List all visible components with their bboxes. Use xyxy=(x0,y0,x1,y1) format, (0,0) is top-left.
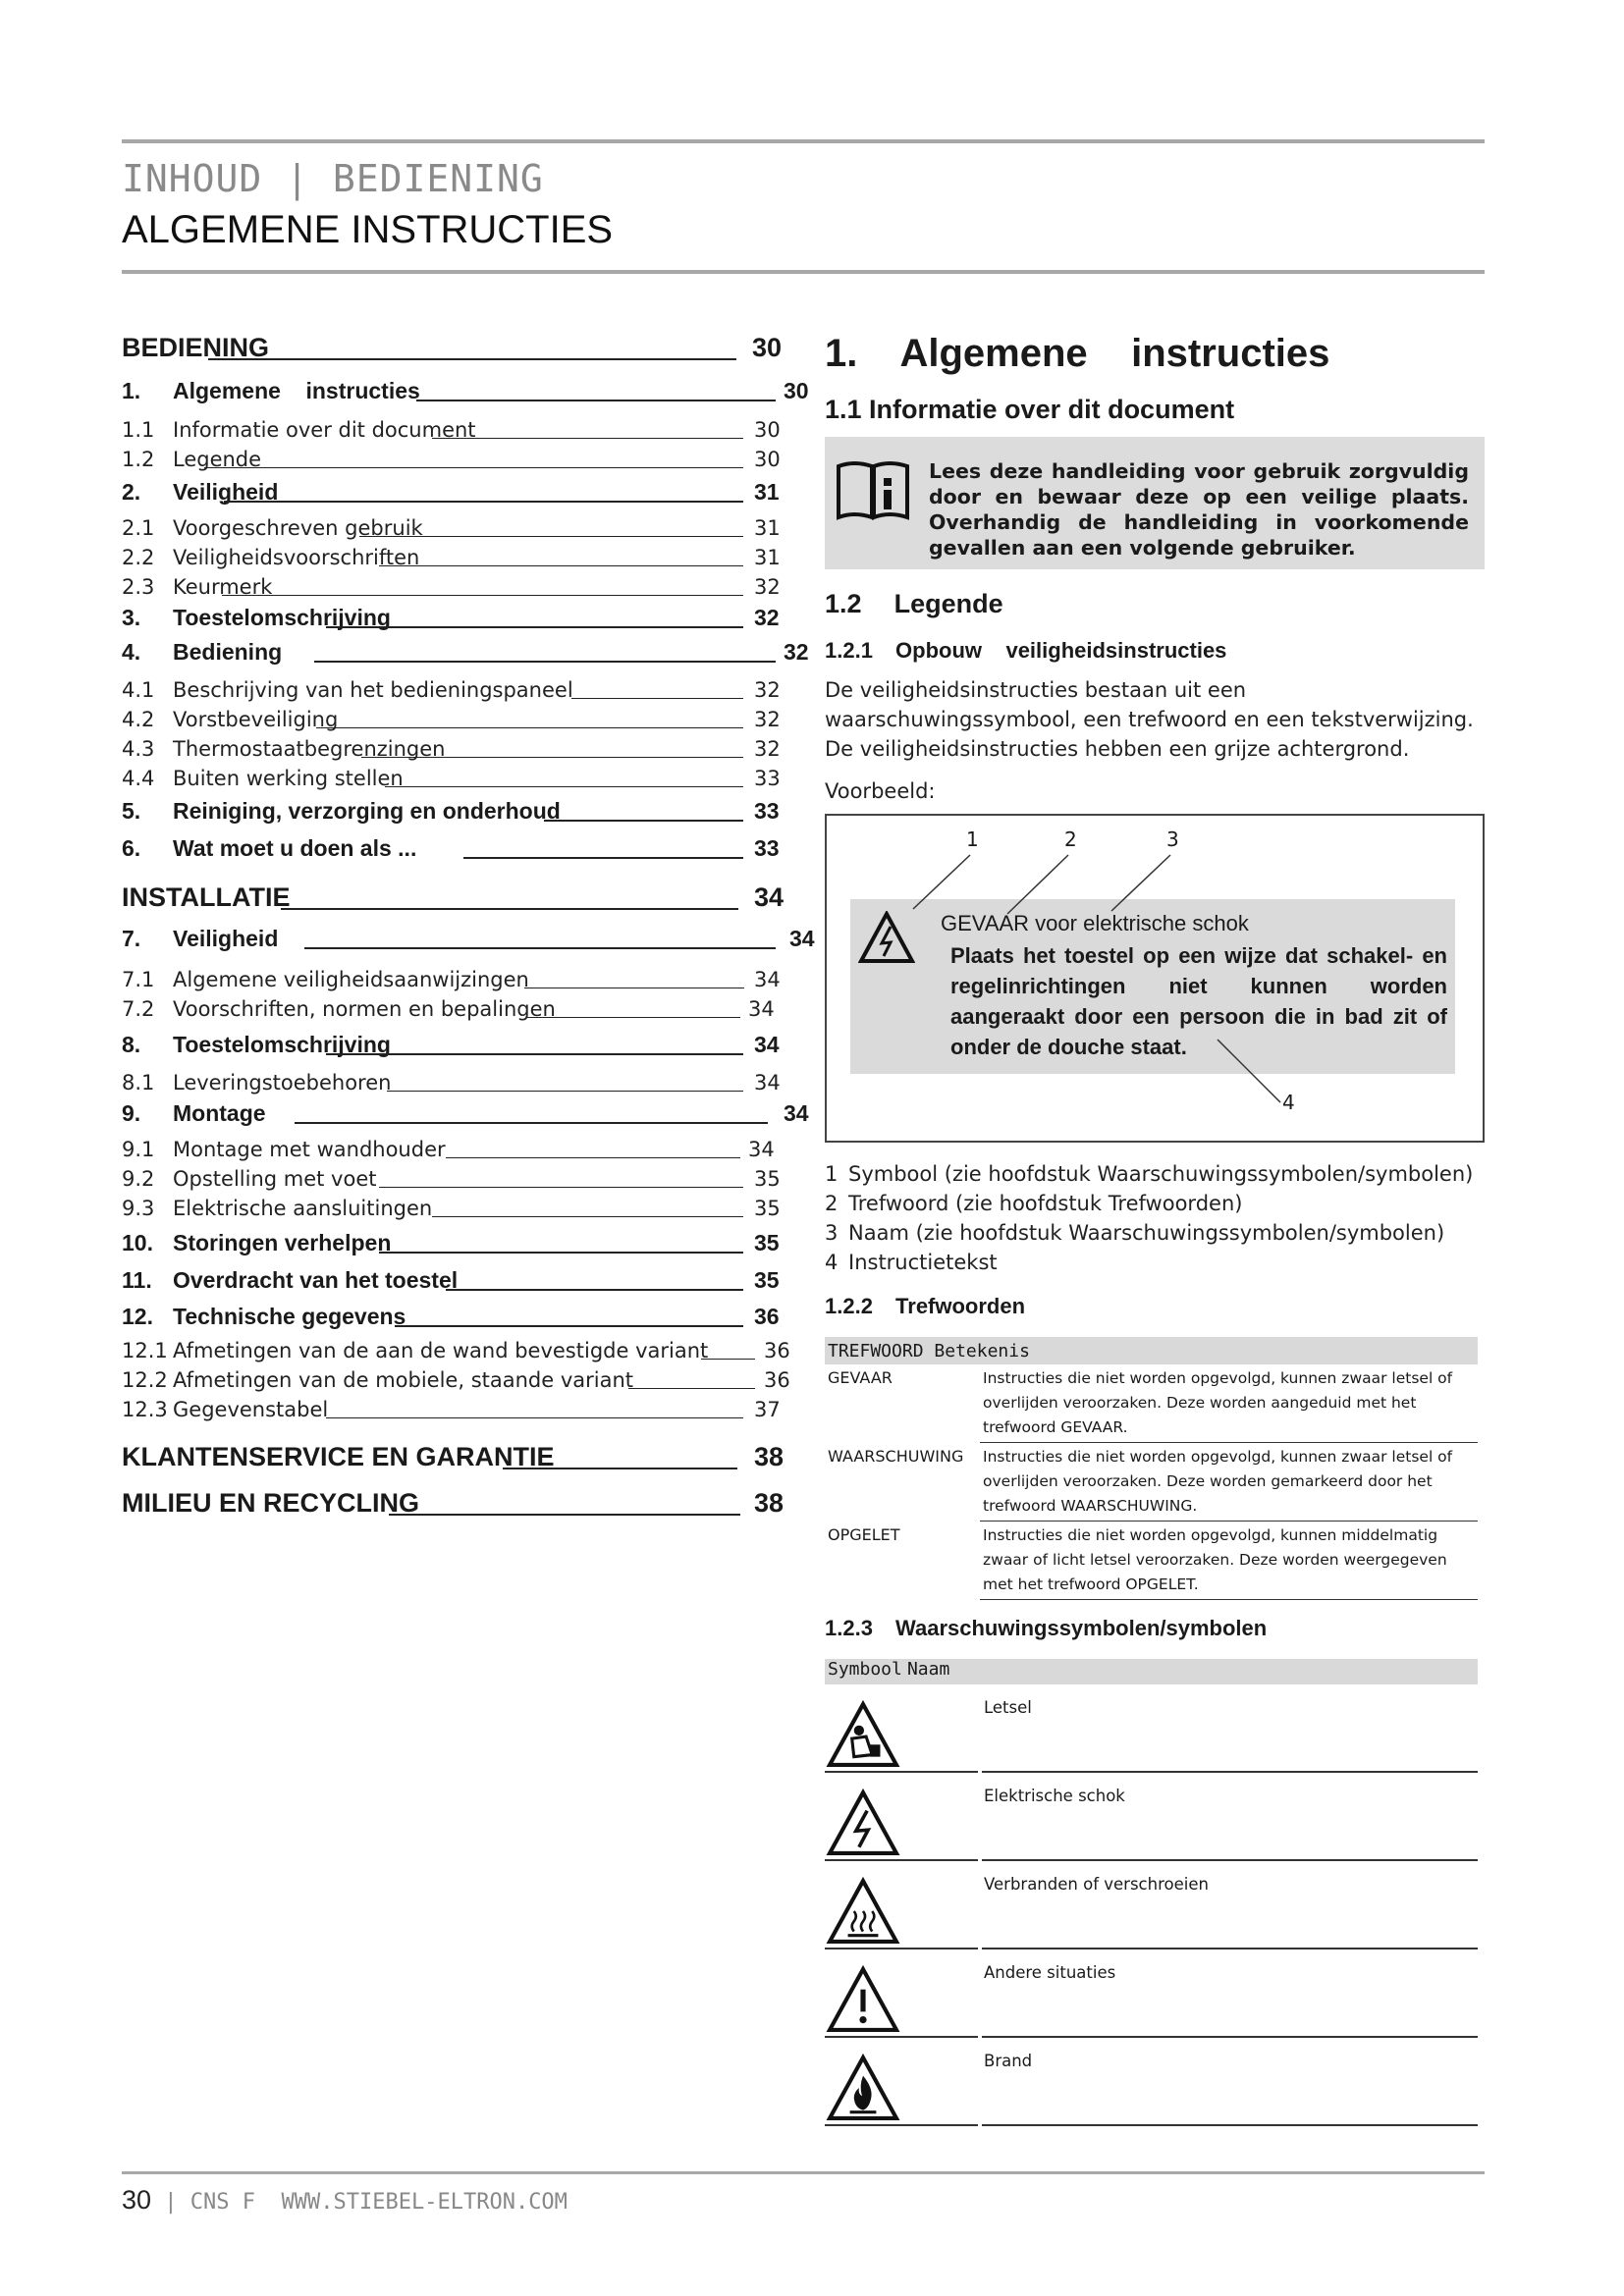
signal-word: GEVAAR voor elektrische schok xyxy=(941,911,1249,935)
toc-leader-line xyxy=(314,661,776,663)
toc-leader-line xyxy=(361,757,743,758)
toc-entry-number: 2.1 xyxy=(122,516,155,540)
toc-entry-label: Buiten werking stellen xyxy=(173,767,404,790)
toc-entry-number: 3. xyxy=(122,605,141,630)
toc-entry-page: 35 xyxy=(754,1230,780,1255)
page-title: ALGEMENE INSTRUCTIES xyxy=(122,208,614,251)
toc-entry-page: 31 xyxy=(754,546,781,569)
legend-text: Trefwoord (zie hoofdstuk Trefwoorden) xyxy=(848,1192,1243,1215)
toc-entry-label: Beschrijving van het bedieningspaneel xyxy=(173,678,573,702)
toc-leader-line xyxy=(326,1417,743,1418)
toc-entry-label: Algemene veiligheidsaanwijzingen xyxy=(173,968,529,991)
toc-entry-label: INSTALLATIE xyxy=(122,882,291,912)
toc-entry-label: Montage met wandhouder xyxy=(173,1138,446,1161)
toc-entry-number: 12.3 xyxy=(122,1398,168,1421)
toc-entry[interactable] xyxy=(122,832,789,862)
website-url: WWW.STIEBEL-ELTRON.COM xyxy=(281,2190,568,2215)
legend-text: Naam (zie hoofdstuk Waarschuwingssymbolen/symbolen) xyxy=(848,1221,1445,1245)
signal-word-cell: OPGELET xyxy=(828,1524,900,1544)
toc-entry-number: 4.4 xyxy=(122,767,155,790)
meaning-cell: Instructies die niet worden opgevolgd, kunnen zwaar letsel of overlijden veroorzaken. Deze worden gemarkeerd door het trefwoord WAARSCHUWING. xyxy=(980,1443,1478,1522)
section-1-2-3-heading xyxy=(825,1616,1485,1641)
section-1-1-heading: 1.1 Informatie over dit document xyxy=(825,395,1235,424)
section-1-2-2-heading xyxy=(825,1294,1485,1319)
row-divider xyxy=(982,2124,1478,2126)
toc-entry[interactable] xyxy=(122,442,789,471)
toc-entry[interactable] xyxy=(122,1392,789,1421)
toc-leader-line xyxy=(385,786,743,787)
top-rule xyxy=(122,139,1485,143)
toc-entry-label: Technische gegevens xyxy=(173,1304,406,1329)
legend-item xyxy=(825,1159,1485,1189)
toc-entry[interactable] xyxy=(122,1301,789,1330)
toc-entry-label: KLANTENSERVICE EN GARANTIE xyxy=(122,1442,555,1471)
callout-lines xyxy=(827,816,1483,1141)
row-divider xyxy=(825,2124,978,2126)
toc-entry[interactable] xyxy=(122,795,789,825)
table-row xyxy=(825,1684,1478,1773)
symbol-name: Verbranden of verschroeien xyxy=(984,1875,1209,1894)
toc-entry-page: 32 xyxy=(754,605,780,630)
callout-legend xyxy=(825,1159,1485,1277)
toc-entry-page: 38 xyxy=(754,1488,785,1518)
toc-entry[interactable] xyxy=(122,334,789,363)
toc-entry[interactable] xyxy=(122,883,789,913)
toc-entry-label: Toestelomschrijving xyxy=(173,605,391,630)
toc-entry-page: 30 xyxy=(752,333,783,362)
toc-entry-page: 30 xyxy=(784,378,809,403)
heading-text: Algemene instructies xyxy=(899,332,1330,375)
toc-entry[interactable] xyxy=(122,569,789,599)
toc-entry-page: 33 xyxy=(754,767,781,790)
toc-entry-number: 9.3 xyxy=(122,1197,155,1220)
instruction-text: Plaats het toestel op een wijze dat schakel- en regelinrichtingen niet kunnen worden aangeraakt door een persoon die in bad zit of onder de douche staat. xyxy=(950,943,1447,1059)
toc-leader-line xyxy=(526,1017,740,1018)
toc-leader-line xyxy=(446,1289,743,1291)
toc-entry[interactable] xyxy=(122,1489,789,1519)
symbols-header-fill xyxy=(980,1659,1478,1684)
toc-entry-label: Leveringstoebehoren xyxy=(173,1071,392,1095)
page-number: 30 xyxy=(122,2185,152,2215)
toc-leader-line xyxy=(628,1388,755,1389)
col-header-meaning: Betekenis xyxy=(934,1340,1030,1362)
heading-number: 1.2.3 xyxy=(825,1616,873,1640)
header-bottom-rule xyxy=(122,270,1485,274)
notice-text: Lees deze handleiding voor gebruik zorgvuldig door en bewaar deze op een veilige plaats. Overhandig de handleiding in voorkomende gevallen aan een volgende gebruiker. xyxy=(929,459,1469,560)
toc-entry[interactable] xyxy=(122,375,809,404)
toc-entry-number: 6. xyxy=(122,835,141,861)
meaning-cell: Instructies die niet worden opgevolgd, kunnen zwaar letsel of overlijden veroorzaken. Deze worden aangeduid met het trefwoord GEVAAR. xyxy=(980,1364,1478,1443)
toc-leader-line xyxy=(389,1514,740,1516)
toc-entry-label: Thermostaatbegrenzingen xyxy=(173,737,446,761)
toc-entry-label: Gegevenstabel xyxy=(173,1398,329,1421)
toc-entry-label: Informatie over dit document xyxy=(173,418,476,442)
toc-entry-page: 34 xyxy=(748,1138,775,1161)
toc-leader-line xyxy=(204,467,743,468)
table-row xyxy=(825,1861,1478,1949)
toc-entry-number: 2.3 xyxy=(122,575,155,599)
toc-entry-number: 9. xyxy=(122,1100,141,1126)
toc-entry-page: 34 xyxy=(784,1100,809,1126)
toc-entry-label: Veiligheid xyxy=(173,926,279,951)
fire-warning-icon xyxy=(825,2054,901,2122)
toc-entry-number: 4.1 xyxy=(122,678,155,702)
toc-entry-number: 2. xyxy=(122,479,141,505)
signal-word-cell: GEVAAR xyxy=(828,1368,893,1387)
toc-entry-number: 12. xyxy=(122,1304,153,1329)
footer-rule xyxy=(122,2171,1485,2174)
toc-entry-number: 1.1 xyxy=(122,418,155,442)
toc-entry-label: Afmetingen van de aan de wand bevestigde variant xyxy=(173,1339,709,1362)
footer xyxy=(122,2185,568,2216)
table-row xyxy=(825,1522,1478,1600)
table-row xyxy=(825,1443,1478,1522)
table-row xyxy=(825,1949,1478,2038)
heading-text: Trefwoorden xyxy=(895,1294,1026,1318)
toc-leader-line xyxy=(379,565,743,566)
legend-item xyxy=(825,1248,1485,1277)
safety-example-box xyxy=(825,814,1485,1143)
table-row xyxy=(825,1364,1478,1443)
toc-leader-line xyxy=(432,438,743,439)
section-header: INHOUD | BEDIENING xyxy=(122,157,544,200)
toc-entry-page: 34 xyxy=(748,997,775,1021)
toc-entry[interactable] xyxy=(122,761,789,790)
table-row xyxy=(825,1773,1478,1861)
toc-entry-number: 9.2 xyxy=(122,1167,155,1191)
meaning-cell: Instructies die niet worden opgevolgd, kunnen middelmatig zwaar of licht letsel veroorzaken. Deze worden weergegeven met het trefwoord OPGELET. xyxy=(980,1522,1478,1600)
toc-entry-label: Storingen verhelpen xyxy=(173,1230,392,1255)
toc-entry[interactable] xyxy=(122,1264,789,1294)
toc-entry[interactable] xyxy=(122,1097,809,1127)
heading-text: Waarschuwingssymbolen/symbolen xyxy=(895,1616,1268,1640)
toc-entry-number: 12.1 xyxy=(122,1339,168,1362)
signal-word-cell: WAARSCHUWING xyxy=(828,1446,964,1466)
toc-leader-line xyxy=(446,1157,740,1158)
toc-leader-line xyxy=(281,908,738,910)
toc-entry-number: 7.1 xyxy=(122,968,155,991)
toc-entry-page: 34 xyxy=(754,1032,780,1057)
toc-leader-line xyxy=(379,1252,743,1254)
toc-entry-page: 33 xyxy=(754,798,780,824)
toc-entry[interactable] xyxy=(122,412,789,442)
legend-number: 4 xyxy=(825,1251,839,1274)
toc-leader-line xyxy=(544,820,743,822)
col-header-name: Naam xyxy=(906,1659,950,1680)
toc-entry[interactable] xyxy=(122,731,789,761)
toc-entry[interactable] xyxy=(122,636,809,666)
toc-entry-page: 32 xyxy=(754,708,781,731)
toc-entry-label: Montage xyxy=(173,1100,266,1126)
toc-entry-page: 32 xyxy=(754,575,781,599)
info-notice xyxy=(825,437,1485,569)
toc-entry-number: 7. xyxy=(122,926,141,951)
toc-entry-number: 7.2 xyxy=(122,997,155,1021)
toc-entry-page: 32 xyxy=(784,639,809,665)
toc-entry-page: 35 xyxy=(754,1197,781,1220)
toc-entry-label: Elektrische aansluitingen xyxy=(173,1197,433,1220)
toc-entry-number: 2.2 xyxy=(122,546,155,569)
injury-warning-icon xyxy=(825,1700,901,1769)
toc-entry-number: 8. xyxy=(122,1032,141,1057)
legend-text: Symbool (zie hoofdstuk Waarschuwingssymbolen/symbolen) xyxy=(848,1162,1474,1186)
toc-entry[interactable] xyxy=(122,1029,789,1058)
toc-leader-line xyxy=(326,626,743,628)
toc-entry-label: MILIEU EN RECYCLING xyxy=(122,1488,420,1518)
toc-entry[interactable] xyxy=(122,1161,789,1191)
symbols-header-cell xyxy=(825,1659,980,1684)
section-1-heading xyxy=(825,332,1485,376)
toc-entry[interactable] xyxy=(122,962,789,991)
toc-entry-label: Afmetingen van de mobiele, staande variant xyxy=(173,1368,634,1392)
heading-text: Legende xyxy=(893,589,1003,618)
toc-entry-number: 10. xyxy=(122,1230,153,1255)
toc-entry-page: 34 xyxy=(754,968,781,991)
legend-number: 1 xyxy=(825,1162,839,1186)
symbol-name: Letsel xyxy=(984,1698,1032,1717)
hot-surface-warning-icon xyxy=(825,1877,901,1946)
toc-entry-page: 30 xyxy=(754,448,781,471)
toc-leader-line xyxy=(295,1122,768,1124)
toc-leader-line xyxy=(222,595,743,596)
toc-entry-page: 30 xyxy=(754,418,781,442)
signal-words-table xyxy=(825,1337,1485,1600)
toc-entry-label: Veiligheidsvoorschriften xyxy=(173,546,420,569)
toc-leader-line xyxy=(208,358,736,360)
toc-entry-label: Toestelomschrijving xyxy=(173,1032,391,1057)
toc-leader-line xyxy=(224,501,743,503)
toc-entry-label: Keurmerk xyxy=(173,575,273,599)
toc-entry-number: 9.1 xyxy=(122,1138,155,1161)
toc-entry-label: Voorschriften, normen en bepalingen xyxy=(173,997,556,1021)
toc-entry[interactable] xyxy=(122,1065,789,1095)
toc-entry-number: 1. xyxy=(122,378,141,403)
toc-entry[interactable] xyxy=(122,510,789,540)
toc-entry[interactable] xyxy=(122,540,789,569)
toc-entry-label: Algemene instructies xyxy=(173,378,420,403)
table-header xyxy=(825,1337,1478,1364)
general-warning-icon xyxy=(825,1965,901,2034)
toc-leader-line xyxy=(359,536,743,537)
toc-entry-page: 32 xyxy=(754,678,781,702)
toc-entry-page: 35 xyxy=(754,1167,781,1191)
toc-entry-label: Overdracht van het toestel xyxy=(173,1267,459,1293)
toc-entry[interactable] xyxy=(122,1362,789,1392)
toc-leader-line xyxy=(416,400,776,401)
toc-entry-number: 4. xyxy=(122,639,141,665)
callout-2: 2 xyxy=(1064,828,1077,851)
toc-entry[interactable] xyxy=(122,476,789,506)
col-header-symbol: Symbool xyxy=(828,1659,902,1680)
toc-entry-label: Vorstbeveiliging xyxy=(173,708,339,731)
toc-leader-line xyxy=(571,698,743,699)
toc-entry-page: 35 xyxy=(754,1267,780,1293)
toc-leader-line xyxy=(387,1091,743,1092)
toc-leader-line xyxy=(395,1325,743,1327)
legend-text: Instructietekst xyxy=(848,1251,998,1274)
symbol-name: Andere situaties xyxy=(984,1963,1116,1982)
toc-entry[interactable] xyxy=(122,923,815,952)
toc-entry[interactable] xyxy=(122,702,789,731)
col-header-keyword: TREFWOORD xyxy=(828,1340,924,1362)
toc-entry-number: 11. xyxy=(122,1267,152,1293)
toc-leader-line xyxy=(304,947,776,949)
toc-entry-page: 36 xyxy=(764,1368,790,1392)
toc-leader-line xyxy=(463,857,743,859)
section-1-2-1-heading xyxy=(825,638,1485,664)
toc-entry-page: 33 xyxy=(754,835,780,861)
legend-number: 3 xyxy=(825,1221,839,1245)
legend-item xyxy=(825,1189,1485,1218)
toc-entry[interactable] xyxy=(122,991,789,1021)
toc-entry-label: Opstelling met voet xyxy=(173,1167,377,1191)
toc-entry[interactable] xyxy=(122,672,789,702)
toc-entry-page: 36 xyxy=(754,1304,780,1329)
toc-entry-number: 8.1 xyxy=(122,1071,155,1095)
toc-entry[interactable] xyxy=(122,1191,789,1220)
toc-entry[interactable] xyxy=(122,1443,789,1472)
toc-entry-label: Voorgeschreven gebruik xyxy=(173,516,423,540)
toc-entry-page: 34 xyxy=(754,1071,781,1095)
electric-shock-warning-icon xyxy=(825,1789,901,1857)
toc-entry-label: Veiligheid xyxy=(173,479,279,505)
toc-entry[interactable] xyxy=(122,1227,789,1256)
symbol-name: Elektrische schok xyxy=(984,1787,1125,1805)
footer-separator: | xyxy=(151,2190,190,2215)
toc-entry-page: 31 xyxy=(754,479,780,505)
document-code: CNS F xyxy=(189,2190,256,2215)
legend-item xyxy=(825,1218,1485,1248)
toc-leader-line xyxy=(379,1187,743,1188)
toc-entry[interactable] xyxy=(122,1132,789,1161)
table-row xyxy=(825,2038,1478,2126)
callout-4: 4 xyxy=(1282,1091,1295,1114)
toc-entry-number: 4.2 xyxy=(122,708,155,731)
section-1-2-heading xyxy=(825,589,1485,619)
toc-leader-line xyxy=(701,1359,755,1360)
toc-entry[interactable] xyxy=(122,602,789,631)
toc-entry-label: Bediening xyxy=(173,639,283,665)
intro-paragraph: De veiligheidsinstructies bestaan uit een waarschuwingssymbool, een trefwoord en een tekstverwijzing. De veiligheidsinstructies hebben een grijze achtergrond. xyxy=(825,678,1474,761)
toc-leader-line xyxy=(326,1053,743,1055)
toc-entry-page: 38 xyxy=(754,1442,785,1471)
callout-1: 1 xyxy=(966,828,979,851)
example-label: Voorbeeld: xyxy=(825,779,936,803)
toc-leader-line xyxy=(503,1468,737,1469)
toc-leader-line xyxy=(432,1216,743,1217)
toc-entry-page: 34 xyxy=(789,926,815,951)
toc-entry-label: Wat moet u doen als ... xyxy=(173,835,417,861)
manual-info-icon xyxy=(835,458,911,521)
legend-number: 2 xyxy=(825,1192,839,1215)
toc-entry-label: BEDIENING xyxy=(122,333,270,362)
callout-3: 3 xyxy=(1166,828,1179,851)
toc-entry[interactable] xyxy=(122,1333,789,1362)
toc-leader-line xyxy=(316,727,743,728)
heading-number: 1.2.1 xyxy=(825,638,873,663)
toc-entry-page: 31 xyxy=(754,516,781,540)
toc-entry-label: Legende xyxy=(173,448,262,471)
heading-number: 1. xyxy=(825,332,858,375)
toc-entry-number: 4.3 xyxy=(122,737,155,761)
toc-entry-page: 32 xyxy=(754,737,781,761)
heading-number: 1.2 xyxy=(825,589,862,618)
toc-entry-page: 37 xyxy=(754,1398,781,1421)
heading-text: Opbouw veiligheidsinstructies xyxy=(895,638,1227,663)
toc-entry-number: 1.2 xyxy=(122,448,155,471)
toc-entry-number: 12.2 xyxy=(122,1368,168,1392)
symbol-name: Brand xyxy=(984,2052,1033,2070)
heading-number: 1.2.2 xyxy=(825,1294,873,1318)
toc-entry-page: 34 xyxy=(754,882,785,912)
warning-symbols-table xyxy=(825,1659,1485,2120)
toc-entry-page: 36 xyxy=(764,1339,790,1362)
toc-entry-label: Reiniging, verzorging en onderhoud xyxy=(173,798,561,824)
toc-entry-number: 5. xyxy=(122,798,141,824)
